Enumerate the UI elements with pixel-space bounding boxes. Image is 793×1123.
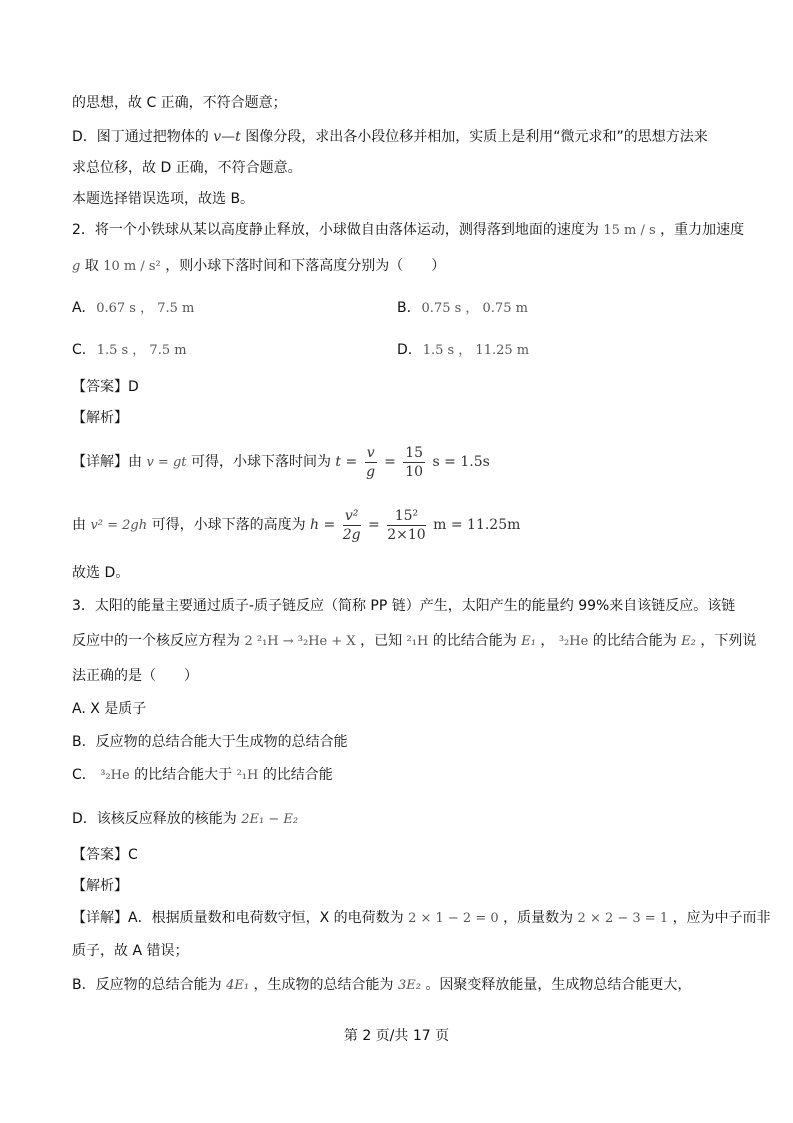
text: 法正确的是（ ）: [72, 668, 198, 684]
text: D．图丁通过把物体的: [72, 129, 209, 145]
inline-math: ²₁H: [236, 768, 259, 783]
text: 反应中的一个核反应方程为: [72, 633, 240, 649]
option-d: [397, 340, 529, 361]
fraction-denominator: 10: [405, 463, 424, 480]
analysis-label: [72, 408, 128, 428]
text: 的比结合能为: [432, 633, 517, 649]
text: 取: [84, 258, 99, 274]
inline-math: v—t: [213, 129, 241, 145]
text: ，生成物的总结合能为: [253, 977, 394, 993]
text: ，重力加速度: [660, 222, 745, 238]
text: 的思想，故 C 正确，不符合题意；: [72, 95, 287, 111]
text: 的比结合能大于: [134, 767, 233, 783]
analysis-label: [72, 876, 128, 896]
text: ，: [540, 633, 555, 649]
fraction-denominator: 2g: [342, 526, 361, 543]
option-d: [72, 809, 298, 830]
text-line: [72, 563, 129, 583]
text: 图像分段，求出各小段位移并相加，实质上是利用“微元求和”的思想方法来: [245, 129, 708, 145]
option-b: [72, 732, 348, 752]
text: 3．太阳的能量主要通过质子-质子链反应（简称 PP 链）产生，太阳产生的能量约 99%来自该链反应。该链: [72, 598, 736, 614]
inline-math: s = 1.5s: [432, 454, 490, 470]
inline-math: m = 11.25m: [433, 517, 521, 533]
inline-math: v² = 2gh: [90, 518, 148, 533]
option-a: [72, 699, 146, 719]
detail-line: [72, 908, 771, 929]
inline-math: 2E₁ − E₂: [241, 812, 299, 827]
text-line: [72, 127, 708, 147]
text: 2．将一个小铁球从某以高度静止释放，小球做自由落体运动，测得落到地面的速度为: [72, 222, 599, 238]
inline-math: =: [368, 517, 380, 533]
detail-line-2: [72, 505, 520, 546]
text: 【详解】由: [72, 454, 142, 470]
text: 。因聚变释放能量，生成物总结合能更大，: [425, 977, 692, 993]
option-text: 1.5 s ， 7.5 m: [96, 343, 187, 358]
text: ，已知: [360, 633, 403, 649]
option-text: 0.67 s ， 7.5 m: [96, 301, 195, 316]
text: B．反应物的总结合能为: [72, 977, 222, 993]
fraction-numerator: v²: [343, 507, 361, 526]
option-text: A. X 是质子: [72, 701, 147, 717]
page-footer: [0, 1025, 793, 1045]
fraction-numerator: 15: [405, 444, 424, 461]
option-letter: D.: [397, 342, 413, 358]
inline-math: 4E₁: [226, 978, 250, 993]
text-line: [72, 93, 287, 113]
text: 可得，小球下落的高度为: [151, 517, 306, 533]
answer-label: [72, 845, 138, 865]
option-letter: A.: [72, 300, 86, 316]
option-c: [72, 765, 333, 786]
inline-math: 2 × 2 − 3 = 1: [577, 911, 669, 926]
inline-math: ³₂He: [558, 634, 589, 649]
inline-math: E₂: [681, 634, 696, 649]
text: 【答案】C: [72, 847, 138, 863]
text: 由: [72, 517, 86, 533]
option-text: 1.5 s ， 11.25 m: [422, 343, 530, 358]
detail-line: [72, 941, 188, 961]
question-2-stem: [72, 220, 744, 241]
text: ，应为中子而非: [672, 910, 771, 926]
fraction: [403, 444, 425, 481]
text-line: [72, 158, 302, 178]
inline-math: =: [384, 454, 396, 470]
option-text: B．反应物的总结合能大于生成物的总结合能: [72, 734, 348, 750]
option-text: 0.75 s ， 0.75 m: [421, 301, 528, 316]
option-b: [397, 298, 528, 319]
inline-math: v = gt: [146, 455, 187, 470]
inline-math: h =: [310, 517, 336, 533]
inline-math: 3E₂: [397, 978, 421, 993]
text: 的比结合能: [262, 767, 333, 783]
text-line: [72, 189, 254, 209]
inline-math: ³₂He: [100, 768, 130, 783]
text: 【解析】: [72, 410, 128, 426]
inline-math: g: [72, 259, 81, 274]
question-3-stem: [72, 596, 735, 616]
text: 【答案】D: [72, 379, 139, 395]
answer-label: [72, 377, 139, 397]
inline-math: 15 m / s: [603, 223, 656, 238]
option-c: [72, 340, 187, 361]
text: ，质量数为: [503, 910, 574, 926]
text: 质子，故 A 错误；: [72, 943, 189, 959]
text: 可得，小球下落时间为: [190, 454, 331, 470]
page-number: 第 2 页/共 17 页: [343, 1028, 450, 1044]
question-2-stem-cont: [72, 256, 445, 277]
text: ，则小球下落时间和下落高度分别为（ ）: [165, 258, 446, 274]
inline-math: E₁: [521, 634, 536, 649]
inline-math: t =: [335, 454, 358, 470]
fraction-numerator: 15²: [387, 507, 425, 526]
option-letter: D．该核反应释放的核能为: [72, 811, 237, 827]
question-3-stem-cont: [72, 631, 756, 652]
option-letter: C.: [72, 342, 87, 358]
text-line: [72, 666, 198, 686]
inline-math: 10 m / s²: [103, 259, 161, 274]
option-letter: C．: [72, 767, 96, 783]
fraction-denominator: g: [366, 463, 376, 480]
option-a: [72, 298, 194, 319]
text: 【解析】: [72, 878, 128, 894]
fraction: [387, 507, 425, 544]
text: 【详解】A．根据质量数和电荷数守恒，X 的电荷数为: [72, 910, 404, 926]
fraction-numerator: v: [366, 444, 375, 461]
detail-line-1: [72, 442, 490, 483]
fraction: [343, 507, 361, 544]
text: 求总位移，故 D 正确，不符合题意。: [72, 160, 302, 176]
text: 故选 D。: [72, 565, 130, 581]
inline-math: 2 × 1 − 2 = 0: [408, 911, 499, 926]
detail-line: [72, 975, 691, 996]
fraction-denominator: 2×10: [387, 526, 426, 543]
option-letter: B.: [397, 300, 412, 316]
fraction: [365, 444, 377, 481]
inline-math: 2 ²₁H → ³₂He + X: [244, 634, 356, 649]
text: 本题选择错误选项，故选 B。: [72, 191, 255, 207]
text: ，下列说: [700, 633, 757, 649]
text: 的比结合能为: [592, 633, 677, 649]
inline-math: ²₁H: [406, 634, 429, 649]
